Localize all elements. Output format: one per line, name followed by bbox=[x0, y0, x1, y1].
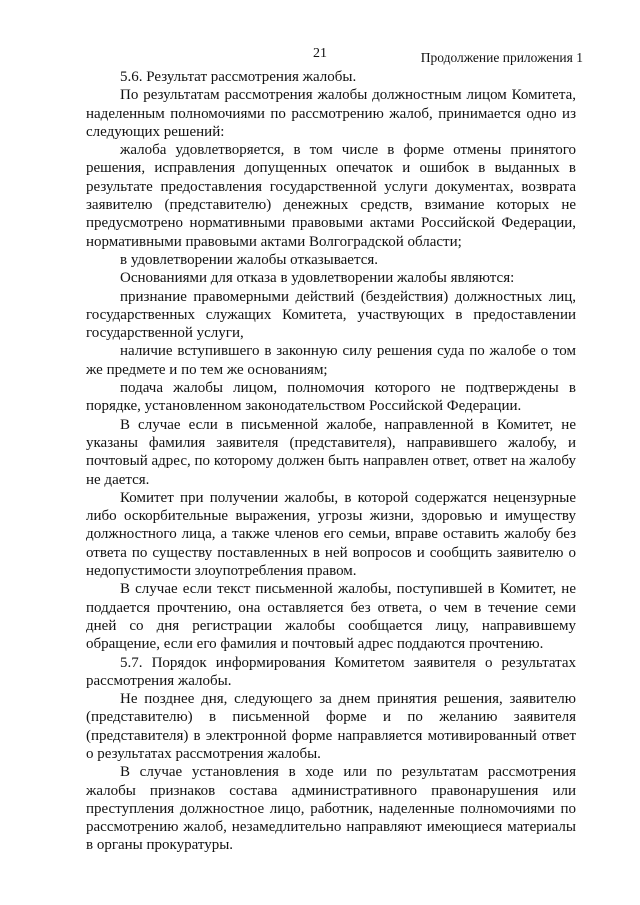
paragraph: По результатам рассмотрения жалобы должностным лицом Комитета, наделенным полномочиями по рассмотрению жалоб, принимается одно из следующих решений: bbox=[86, 87, 576, 140]
paragraph: Основаниями для отказа в удовлетворении жалобы являются: bbox=[120, 270, 515, 287]
appendix-continuation-note: Продолжение приложения 1 bbox=[420, 50, 583, 65]
paragraph: В случае установления в ходе или по результатам рассмотрения жалобы признаков состава административного правонарушения или преступления должностное лицо, работник, наделенные полномочиями по рассмотрению жалоб, незамедлительно направляют имеющиеся материалы в органы прокуратуры. bbox=[86, 764, 576, 854]
paragraph: В случае если в письменной жалобе, направленной в Комитет, не указаны фамилия заявителя (представителя), направившего жалобу, и почтовый адрес, по которому должен быть направлен ответ, ответ на жалобу не дается. bbox=[86, 416, 576, 488]
paragraph: В случае если текст письменной жалобы, поступившей в Комитет, не поддается прочтению, она оставляется без ответа, о чем в течение семи дней со дня регистрации жалобы сообщается лицу, направившему обращение, если его фамилия и почтовый адрес поддаются прочтению. bbox=[86, 581, 576, 653]
paragraph: в удовлетворении жалобы отказывается. bbox=[120, 251, 378, 268]
paragraph: жалоба удовлетворяется, в том числе в форме отмены принятого решения, исправления допущенных опечаток и ошибок в выданных в результате предоставления государственной услуги документах, возврата заявителю (представителю) денежных средств, взимание которых не предусмотрено нормативными правовыми актами Российской Федерации, нормативными правовыми актами Волгоградской области; bbox=[86, 142, 576, 250]
document-body bbox=[86, 68, 576, 855]
section-heading-5-7: 5.7. Порядок информирования Комитетом заявителя о результатах рассмотрения жалобы. bbox=[86, 654, 576, 689]
page-number: 21 bbox=[313, 46, 327, 61]
paragraph: Не позднее дня, следующего за днем принятия решения, заявителю (представителю) в письменной форме и по желанию заявителя (представителя) в электронной форме направляется мотивированный ответ о результатах рассмотрения жалобы. bbox=[86, 691, 576, 762]
paragraph: наличие вступившего в законную силу решения суда по жалобе о том же предмете и по тем же основаниям; bbox=[86, 343, 576, 378]
section-heading-5-6: 5.6. Результат рассмотрения жалобы. bbox=[120, 69, 357, 85]
paragraph: Комитет при получении жалобы, в которой содержатся нецензурные либо оскорбительные выражения, угрозы жизни, здоровью и имуществу должностного лица, а также членов его семьи, вправе оставить жалобу без ответа по существу поставленных в ней вопросов и сообщить заявителю о недопустимости злоупотребления правом. bbox=[86, 489, 576, 580]
paragraph: признание правомерными действий (бездействия) должностных лиц, государственных служащих Комитета, участвующих в предоставлении государственной услуги, bbox=[86, 288, 576, 342]
paragraph: подача жалобы лицом, полномочия которого не подтверждены в порядке, установленном законодательством Российской Федерации. bbox=[86, 380, 576, 415]
